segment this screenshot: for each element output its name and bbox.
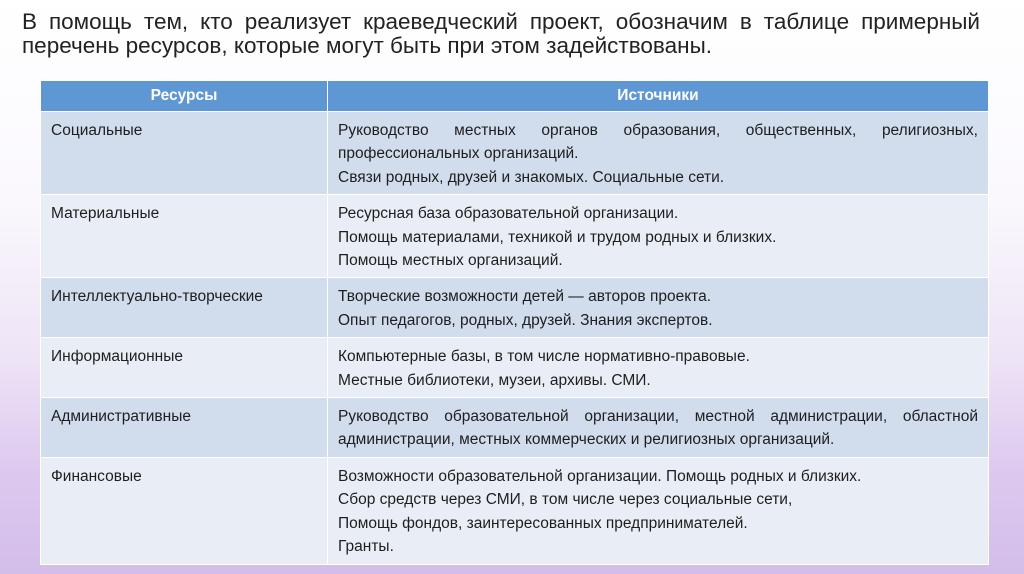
source-line: Руководство местных органов образования, общественных, религиозных, профессиональных организаций. bbox=[338, 122, 978, 163]
source-line: Помощь местных организаций. bbox=[338, 252, 563, 270]
resources-table bbox=[40, 80, 989, 565]
source-line: Сбор средств через СМИ, в том числе через социальные сети, bbox=[338, 491, 793, 509]
sources-cell bbox=[328, 278, 989, 338]
header-sources: Источники bbox=[328, 81, 989, 112]
source-line: Компьютерные базы, в том числе нормативно-правовые. bbox=[338, 348, 750, 366]
intro-text: В помощь тем, кто реализует краеведческий проект, обозначим в таблице примерный перечень ресурсов, которые могут быть при этом задействованы. bbox=[22, 9, 980, 58]
source-line: Руководство образовательной организации, местной администрации, областной администрации, местных коммерческих и религиозных организаций. bbox=[338, 408, 978, 449]
header-resources: Ресурсы bbox=[41, 81, 328, 112]
source-line: Связи родных, друзей и знакомых. Социальные сети. bbox=[338, 168, 725, 186]
source-line: Возможности образовательной организации. Помощь родных и близких. bbox=[338, 467, 862, 485]
resource-cell: Информационные bbox=[41, 338, 328, 398]
sources-cell bbox=[328, 457, 989, 564]
source-line: Гранты. bbox=[338, 538, 394, 556]
table-row bbox=[41, 112, 989, 195]
source-line: Творческие возможности детей — авторов проекта. bbox=[338, 288, 712, 306]
table-row bbox=[41, 195, 989, 278]
sources-cell bbox=[328, 398, 989, 458]
resource-cell: Финансовые bbox=[41, 457, 328, 564]
table-row bbox=[41, 398, 989, 458]
sources-cell bbox=[328, 338, 989, 398]
resource-cell: Материальные bbox=[41, 195, 328, 278]
resource-cell: Социальные bbox=[41, 112, 328, 195]
source-line: Помощь фондов, заинтересованных предпринимателей. bbox=[338, 514, 748, 532]
source-line: Местные библиотеки, музеи, архивы. СМИ. bbox=[338, 371, 651, 389]
source-line: Опыт педагогов, родных, друзей. Знания экспертов. bbox=[338, 311, 713, 329]
source-line: Помощь материалами, техникой и трудом родных и близких. bbox=[338, 228, 777, 246]
resource-cell: Административные bbox=[41, 398, 328, 458]
table-row bbox=[41, 338, 989, 398]
table-row bbox=[41, 278, 989, 338]
resource-cell: Интеллектуально-творческие bbox=[41, 278, 328, 338]
table-row bbox=[41, 457, 989, 564]
source-line: Ресурсная база образовательной организации. bbox=[338, 205, 679, 223]
sources-cell bbox=[328, 112, 989, 195]
sources-cell bbox=[328, 195, 989, 278]
table-header-row bbox=[41, 81, 989, 112]
